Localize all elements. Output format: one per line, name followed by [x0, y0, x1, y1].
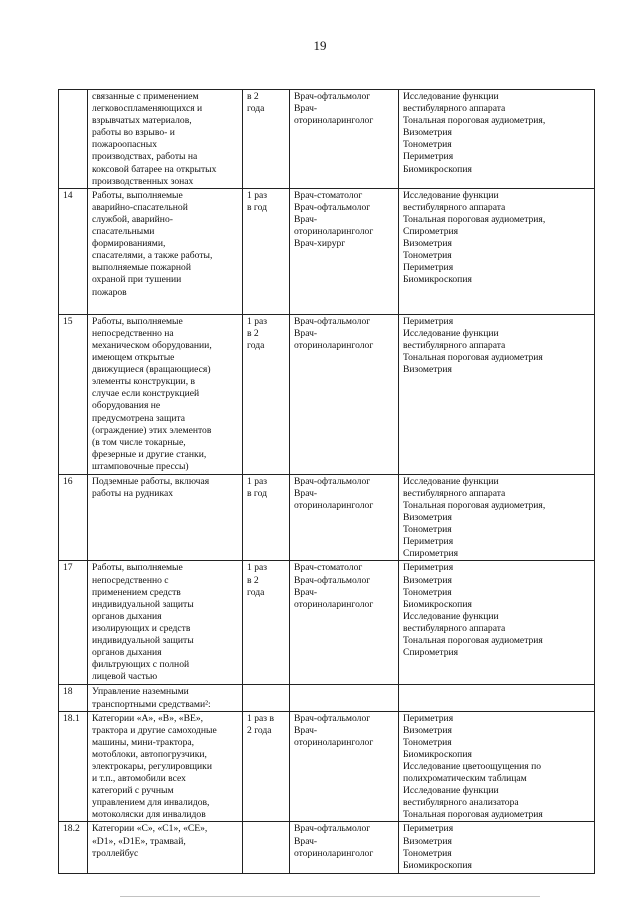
work-type-cell [88, 685, 243, 711]
cell-line: полихроматическим таблицам [403, 773, 527, 785]
cell-line: в год [247, 201, 268, 213]
cell-line: Визометрия [403, 835, 452, 847]
cell-line: Работы, выполняемые [92, 315, 183, 327]
cell-line: Спирометрия [403, 226, 459, 238]
cell-line: Врач- [294, 213, 318, 225]
cell-line: Управление наземными [92, 686, 189, 698]
cell-line: вестибулярного аппарата [403, 622, 506, 634]
examinations-cell [399, 822, 595, 874]
doctors-cell [290, 822, 399, 874]
cell-line: оборудования не [92, 400, 161, 412]
cell-line: Спирометрия [403, 548, 459, 560]
cell-line: оториноларинголог [294, 339, 374, 351]
cell-line: 1 раз в [247, 712, 274, 724]
work-type-cell [88, 561, 243, 685]
cell-line: Тонометрия [403, 736, 452, 748]
cell-line: Врач- [294, 724, 318, 736]
cell-line: в 2 [247, 327, 259, 339]
cell-line: спасателями, а также работы, [92, 250, 213, 262]
cell-line: индивидуальной защиты [92, 598, 194, 610]
cell-line: Тонометрия [403, 847, 452, 859]
cell-line: Врач-хирург [294, 238, 346, 250]
cell-line: оториноларинголог [294, 736, 374, 748]
cell-line: предусмотрена защита [92, 412, 186, 424]
cell-line: Тональная пороговая аудиометрия [403, 352, 543, 364]
cell-line: Периметрия [403, 262, 454, 274]
cell-line: Визометрия [403, 724, 452, 736]
cell-line: Биомикроскопия [403, 598, 472, 610]
row-number-cell: 18.1 [59, 711, 88, 822]
table-row [59, 685, 595, 711]
cell-line: имеющем открытые [92, 352, 175, 364]
table-row [59, 314, 595, 474]
cell-line: «D1», «D1E», трамвай, [92, 835, 186, 847]
frequency-cell [243, 822, 290, 874]
table-body [59, 90, 595, 874]
cell-line: вестибулярного аппарата [403, 487, 506, 499]
cell-line: 1 раз [247, 315, 268, 327]
doctors-cell [290, 711, 399, 822]
cell-line: Работы, выполняемые [92, 189, 183, 201]
work-type-cell [88, 90, 243, 189]
cell-line: изолирующих и средств [92, 622, 191, 634]
cell-line: охраной при тушении [92, 274, 182, 286]
cell-line: Врач-стоматолог [294, 562, 363, 574]
cell-line: связанные с применением [92, 91, 199, 102]
cell-line: аварийно-спасательной [92, 201, 188, 213]
medical-exam-table [58, 89, 595, 874]
cell-line: Периметрия [403, 562, 454, 574]
row-number-cell: 16 [59, 474, 88, 561]
cell-line: применением средств [92, 586, 181, 598]
cell-line: Тональная пороговая аудиометрия, [403, 213, 546, 225]
cell-line: года [247, 103, 265, 115]
cell-line: Врач- [294, 835, 318, 847]
cell-line: Исследование функции [403, 475, 499, 487]
cell-line: Визометрия [403, 127, 452, 139]
cell-line: категорий с ручным [92, 785, 174, 797]
table-row [59, 90, 595, 189]
cell-line: Врач-офтальмолог [294, 823, 371, 835]
cell-line: Спирометрия [403, 647, 459, 659]
cell-line: штамповочные прессы) [92, 460, 189, 472]
cell-line: взрывчатых материалов, [92, 115, 192, 127]
cell-line: Визометрия [403, 574, 452, 586]
cell-line: случае если конструкцией [92, 388, 200, 400]
doctors-cell [290, 314, 399, 474]
doctors-cell [290, 90, 399, 189]
cell-line: элементы конструкции, в [92, 376, 196, 388]
cell-line: Врач-офтальмолог [294, 475, 371, 487]
cell-line: работы во взрыво- и [92, 127, 175, 139]
cell-line: электрокары, регулировщики [92, 760, 212, 772]
cell-line: и т.п., автомобили всех [92, 773, 186, 785]
frequency-cell [243, 90, 290, 189]
cell-line: Периметрия [403, 536, 454, 548]
row-number-cell: 15 [59, 314, 88, 474]
cell-line: выполняемые пожарной [92, 262, 191, 274]
cell-line: Врач- [294, 103, 318, 115]
doctors-cell [290, 685, 399, 711]
cell-line: пожароопасных [92, 139, 157, 151]
cell-line: оториноларинголог [294, 847, 374, 859]
cell-line: в 2 [247, 91, 259, 102]
work-type-cell [88, 822, 243, 874]
cell-line: Периметрия [403, 151, 454, 163]
cell-line: производствах, работы на [92, 151, 198, 163]
cell-line: машины, мини-трактора, [92, 736, 195, 748]
cell-line: Тональная пороговая аудиометрия [403, 634, 543, 646]
cell-line: Визометрия [403, 364, 452, 376]
doctors-cell [290, 561, 399, 685]
page-number: 19 [313, 38, 327, 53]
cell-line: коксовой батарее на открытых [92, 163, 217, 175]
cell-line: Тональная пороговая аудиометрия, [403, 499, 546, 511]
frequency-cell [243, 561, 290, 685]
cell-line: троллейбус [92, 847, 139, 859]
cell-line: Тонометрия [403, 139, 452, 151]
cell-line: Врач-офтальмолог [294, 574, 371, 586]
row-number-cell: 14 [59, 188, 88, 314]
table-row [59, 822, 595, 874]
scan-edge-line [120, 896, 540, 897]
work-type-cell [88, 188, 243, 314]
cell-line: Врач-офтальмолог [294, 91, 371, 102]
cell-line: вестибулярного анализатора [403, 797, 519, 809]
cell-line: транспортными средствами²: [92, 698, 211, 710]
cell-line: Тонометрия [403, 586, 452, 598]
work-type-cell [88, 711, 243, 822]
cell-line: Тонометрия [403, 524, 452, 536]
cell-line: в 2 [247, 574, 259, 586]
cell-line: Врач- [294, 327, 318, 339]
frequency-cell [243, 474, 290, 561]
cell-line: Врач-стоматолог [294, 189, 363, 201]
table-row [59, 711, 595, 822]
cell-line: лицевой частью [92, 671, 158, 683]
work-type-cell [88, 314, 243, 474]
cell-line: фильтрующих с полной [92, 659, 190, 671]
cell-line: формированиями, [92, 238, 166, 250]
doctors-cell [290, 188, 399, 314]
cell-line: непосредственно на [92, 327, 174, 339]
table-row [59, 188, 595, 314]
cell-line: Периметрия [403, 823, 454, 835]
cell-line: мотоблоки, автопогрузчики, [92, 748, 207, 760]
cell-line: Биомикроскопия [403, 163, 472, 175]
examinations-cell [399, 561, 595, 685]
cell-line: Исследование функции [403, 785, 499, 797]
cell-line: спасательными [92, 226, 155, 238]
cell-line: 1 раз [247, 475, 268, 487]
table-row [59, 474, 595, 561]
cell-line: вестибулярного аппарата [403, 201, 506, 213]
cell-line: Исследование цветоощущения по [403, 760, 541, 772]
cell-line: (в том числе токарные, [92, 436, 186, 448]
row-number-cell: 18.2 [59, 822, 88, 874]
cell-line: Тональная пороговая аудиометрия, [403, 115, 546, 127]
cell-line: Периметрия [403, 712, 454, 724]
cell-line: года [247, 586, 265, 598]
cell-line: 1 раз [247, 562, 268, 574]
cell-line: мотоколяски для инвалидов [92, 809, 206, 821]
cell-line: органов дыхания [92, 647, 162, 659]
cell-line: в год [247, 487, 268, 499]
frequency-cell [243, 188, 290, 314]
cell-line: Исследование функции [403, 91, 499, 102]
cell-line: года [247, 339, 265, 351]
work-type-cell [88, 474, 243, 561]
cell-line: фрезерные и другие станки, [92, 448, 207, 460]
cell-line: вестибулярного аппарата [403, 339, 506, 351]
cell-line: Категории «С», «С1», «СЕ», [92, 823, 208, 835]
cell-line: индивидуальной защиты [92, 634, 194, 646]
cell-line: 2 года [247, 724, 272, 736]
cell-line: Врач-офтальмолог [294, 712, 371, 724]
cell-line: вестибулярного аппарата [403, 103, 506, 115]
cell-line: Исследование функции [403, 610, 499, 622]
cell-line: управлением для инвалидов, [92, 797, 210, 809]
cell-line: движущиеся (вращающиеся) [92, 364, 211, 376]
cell-line: Тонометрия [403, 250, 452, 262]
cell-line: Работы, выполняемые [92, 562, 183, 574]
cell-line: Врач- [294, 586, 318, 598]
cell-line: оториноларинголог [294, 115, 374, 127]
examinations-cell [399, 90, 595, 189]
cell-line: оториноларинголог [294, 598, 374, 610]
frequency-cell [243, 685, 290, 711]
cell-line: Визометрия [403, 238, 452, 250]
cell-line: оториноларинголог [294, 226, 374, 238]
cell-line: (ограждение) этих элементов [92, 424, 212, 436]
examinations-cell [399, 314, 595, 474]
cell-line: органов дыхания [92, 610, 162, 622]
cell-line: службой, аварийно- [92, 213, 173, 225]
cell-line: Подземные работы, включая [92, 475, 210, 487]
cell-line: трактора и другие самоходные [92, 724, 217, 736]
cell-line: Биомикроскопия [403, 274, 472, 286]
cell-line: оториноларинголог [294, 499, 374, 511]
cell-line: Биомикроскопия [403, 859, 472, 871]
examinations-cell [399, 685, 595, 711]
cell-line: производственных зонах [92, 175, 194, 187]
cell-line: Врач- [294, 487, 318, 499]
cell-line: Категории «А», «В», «ВЕ», [92, 712, 204, 724]
cell-line: работы на рудниках [92, 487, 174, 499]
row-number-cell [59, 90, 88, 189]
cell-line: Периметрия [403, 315, 454, 327]
cell-line: механическом оборудовании, [92, 339, 212, 351]
examinations-cell [399, 711, 595, 822]
row-number-cell: 18 [59, 685, 88, 711]
row-number-cell: 17 [59, 561, 88, 685]
cell-line: Исследование функции [403, 327, 499, 339]
cell-line: легковоспламеняющихся и [92, 103, 203, 115]
frequency-cell [243, 314, 290, 474]
frequency-cell [243, 711, 290, 822]
doctors-cell [290, 474, 399, 561]
cell-line: Врач-офтальмолог [294, 315, 371, 327]
cell-line: непосредственно с [92, 574, 169, 586]
cell-line: пожаров [92, 286, 127, 298]
table-row [59, 561, 595, 685]
examinations-cell [399, 188, 595, 314]
cell-line: Исследование функции [403, 189, 499, 201]
cell-line: Биомикроскопия [403, 748, 472, 760]
cell-line: Врач-офтальмолог [294, 201, 371, 213]
cell-line: 1 раз [247, 189, 268, 201]
cell-line: Визометрия [403, 512, 452, 524]
examinations-cell [399, 474, 595, 561]
cell-line: Тональная пороговая аудиометрия [403, 809, 543, 821]
